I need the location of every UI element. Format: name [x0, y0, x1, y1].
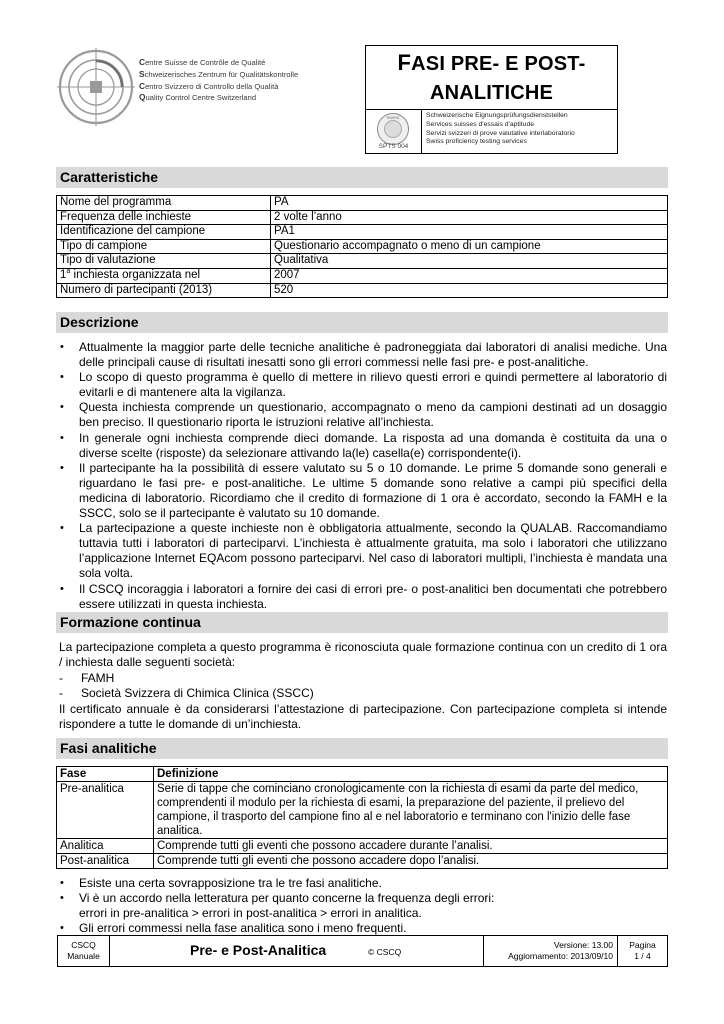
list-item: • In generale ogni inchiesta comprende dieci domande. La risposta ad una domanda è costituita da una o diverse scelte (risposte) da selezionare attivando la(le) casella(e) corrispondente(i). — [56, 431, 667, 461]
service-descriptions: Schweizerische Eignungsprüfungsdienststellen Services suisses d'essais d'aptitude Servizi svizzeri di prove valutative interlaboratorio Swiss proficiency testing services — [426, 112, 575, 146]
list-item: • Esiste una certa sovrapposizione tra le tre fasi analitiche. — [56, 876, 667, 891]
section-heading-descrizione: Descrizione — [56, 312, 668, 333]
characteristics-table — [56, 195, 668, 298]
section-heading-fasi: Fasi analitiche — [56, 738, 668, 759]
formazione-intro: La partecipazione completa a questo programma è riconosciuta quale formazione continua con un credito di 1 ora / inchiesta dalle seguenti società: — [59, 640, 667, 670]
table-row: Post-analitica Comprende tutti gli eventi che possono accadere dopo l’analisi. — [57, 854, 668, 869]
organization-names — [139, 57, 298, 104]
table-header-row: Fase Definizione — [57, 767, 668, 782]
footer-page-number: Pagina 1 / 4 — [629, 940, 656, 961]
table-row: Numero di partecipanti (2013) 520 — [57, 283, 668, 298]
table-row: 1$^a$ inchiesta organizzata nel 2007 — [57, 268, 668, 283]
list-item: • Il CSCQ incoraggia i laboratori a fornire dei casi di errori pre- o post-analitici ben documentati che potrebbero essere utilizzati in questa inchiesta. — [56, 582, 667, 612]
cscq-logo — [55, 46, 137, 128]
list-item: • La partecipazione a queste inchieste non è obbligatoria attualmente, secondo la QUALAB. Raccomandiamo tuttavia tutti i laboratori di parteciparvi. L’inchiesta è attualmente gratuita, ma solo i laboratori che utilizzano l’applicazione Internet EQAcom possono parteciparvi. Nel caso di laboratori multipli, l’inchiesta è mandata una sola volta. — [56, 521, 667, 581]
page-footer — [57, 935, 668, 967]
list-item: • Questa inchiesta comprende un questionario, accompagnato o meno da campioni destinati ad un dosaggio ben preciso. Il questionario riporta le istruzioni relative all’inchiesta. — [56, 400, 667, 430]
table-row: Frequenza delle inchieste 2 volte l’anno — [57, 210, 668, 225]
spts-seal — [366, 109, 422, 153]
list-item: • Vi è un accordo nella letteratura per quanto concerne la frequenza degli errori: errori in pre-analitica > errori in post-analitica > errori in analitica. — [56, 891, 667, 921]
table-row: Tipo di valutazione Qualitativa — [57, 254, 668, 269]
footer-version-info: Versione: 13.00 Aggiornamento: 2013/09/10 — [484, 936, 618, 966]
footer-title: Pre- e Post-Analitica — [190, 942, 327, 958]
list-item: • Attualmente la maggior parte delle tecniche analitiche è padroneggiata dai laboratori di analisi mediche. Una delle principali cause di risultati inesatti sono gli errori commessi nelle fasi pre- e post-analitiche. — [56, 340, 667, 370]
list-item: • Gli errori commessi nella fase analitica sono i meno frequenti. — [56, 921, 667, 936]
section-heading-caratteristiche: Caratteristiche — [56, 167, 668, 188]
table-row: Pre-analitica Serie di tappe che cominciano cronologicamente con la richiesta di esami da parte del medico, comprendenti il modulo per la richiesta di esami, la preparazione del paziente, il prelievo del campione, il trasporto del campione fino al e nel laboratorio e terminano con l'inizio delle fase analitica. — [57, 782, 668, 839]
org-line-fr: Centre Suisse de Contrôle de Qualité — [139, 57, 266, 67]
table-row: Nome del programma PA — [57, 196, 668, 211]
description-list — [56, 340, 667, 612]
org-line-de: Schweizerisches Zentrum für Qualitätskontrolle — [139, 68, 299, 79]
list-item: - FAMH — [59, 671, 115, 685]
list-item: • Lo scopo di questo programma è quello di mettere in rilievo questi errori e quindi permettere al laboratorio di evitarli e di mantenere alta la vigilanza. — [56, 370, 667, 400]
org-line-en: Quality Control Centre Switzerland — [139, 92, 257, 103]
societies-list — [59, 671, 314, 701]
table-row: Tipo di campione Questionario accompagnato o meno di un campione — [57, 239, 668, 254]
document-title-box — [365, 45, 618, 154]
org-line-it: Centro Svizzero di Controllo della Qualità — [139, 80, 279, 91]
list-item: - Società Svizzera di Chimica Clinica (SSCC) — [59, 686, 314, 701]
section-heading-formazione: Formazione continua — [56, 612, 668, 633]
spts-label: SPTS 004 — [378, 143, 409, 150]
table-row: Analitica Comprende tutti gli eventi che possono accadere durante l’analisi. — [57, 839, 668, 854]
table-row: Identificazione del campione PA1 — [57, 225, 668, 240]
footer-copyright: © CSCQ — [368, 947, 402, 957]
phases-table — [56, 766, 668, 869]
list-item: • Il partecipante ha la possibilità di essere valutato su 5 o 10 domande. Le prime 5 domande sono generali e riguardano le fasi pre- e post-analitiche. Le ultime 5 domande sono relative a campi più specifici della medicina di laboratorio. Ricordiamo che il credito di formazione di 1 ora è accordato, secondo la FAMH e la SSCC, solo se il partecipante è valutato su 10 domande. — [56, 461, 667, 521]
document-title: FASI PRE- E POST- ANALITICHE — [397, 50, 586, 104]
phases-notes-list — [56, 876, 667, 936]
footer-doc-info: CSCQ Manuale — [58, 936, 110, 966]
footer-title-cell — [110, 936, 484, 966]
swiss-seal-icon: SWISS — [377, 113, 409, 145]
formazione-certificate: Il certificato annuale è da considerarsi l’attestazione di partecipazione. Con partecipazione completa si intende rispondere a tutte le domande di un’inchiesta. — [59, 702, 667, 732]
